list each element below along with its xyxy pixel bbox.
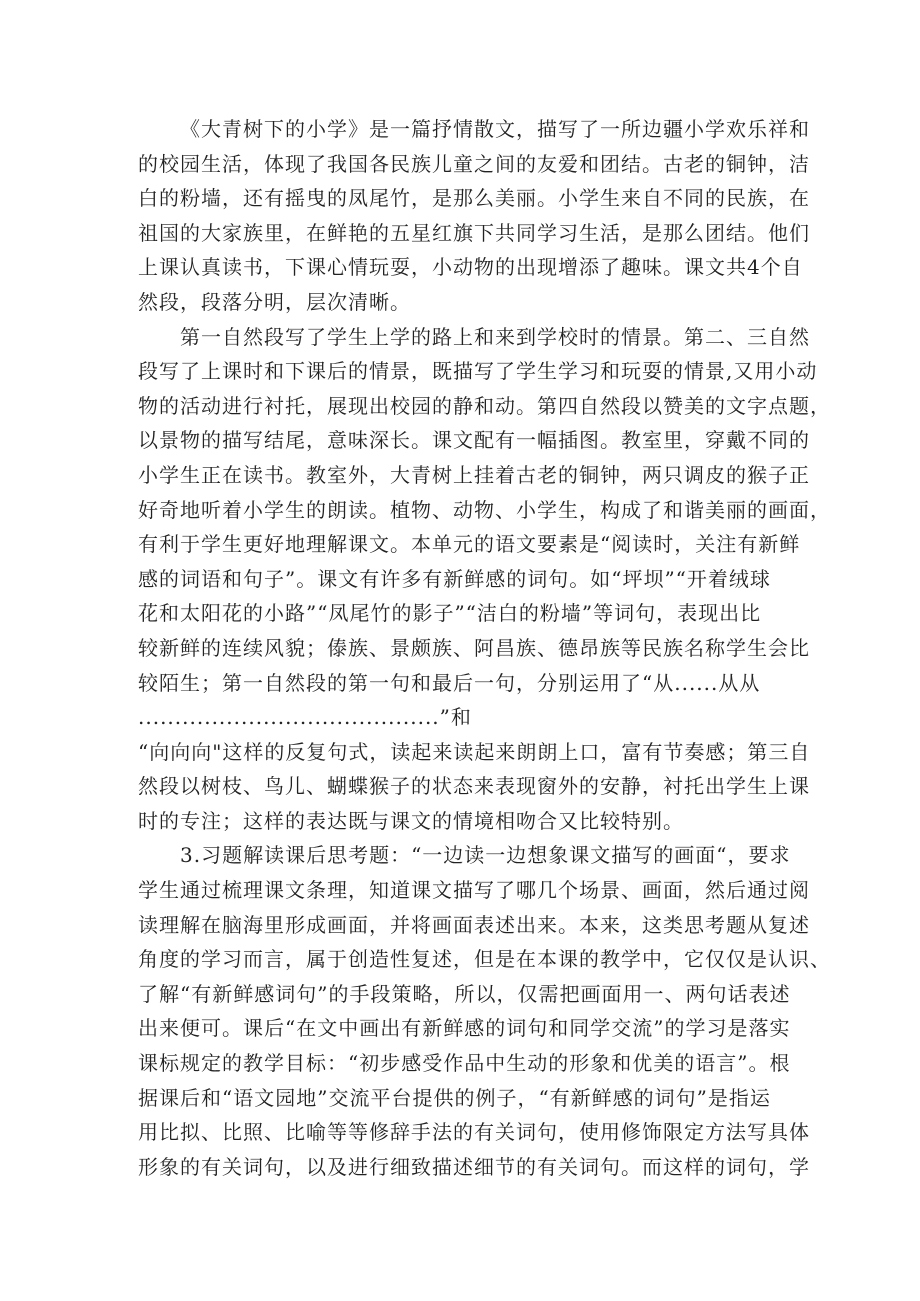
text-line: 段写了上课时和下课后的情景，既描写了学生学习和玩耍的情景,又用小动	[138, 359, 818, 384]
text-line: 物的活动进行衬托，展现出校园的静和动。第四自然段以赞美的文字点题，	[138, 393, 831, 418]
document-body	[138, 112, 831, 1184]
text-line: 课标规定的教学目标：“初步感受作品中生动的形象和优美的语言”。根	[138, 1051, 791, 1076]
text-line: 时的专注；这样的表达既与课文的情境相吻合又比较特别。	[138, 808, 684, 833]
text-line: .........................................”和	[138, 705, 472, 730]
text-line: 读理解在脑海里形成画面，并将画面表述出来。本来，这类思考题从复述	[138, 912, 810, 937]
text-line: 然段，段落分明，层次清晰。	[138, 289, 411, 314]
text-line: 形象的有关词句，以及进行细致描述细节的有关词句。而这样的词句，学	[138, 1154, 810, 1179]
text-line: “向向向"这样的反复句式，读起来读起来朗朗上口，富有节奏感；第三自	[138, 739, 811, 764]
text-line: 较陌生；第一自然段的第一句和最后一句，分别运用了“从......从从	[138, 670, 761, 695]
text-line: 好奇地听着小学生的朗读。植物、动物、小学生，构成了和谐美丽的画面，	[138, 497, 831, 522]
text-line: 有利于学生更好地理解课文。本单元的语文要素是“阅读时，关注有新鲜	[138, 532, 801, 557]
text-line: 《大青树下的小学》是一篇抒情散文，描写了一所边疆小学欢乐祥和	[180, 117, 810, 141]
text-line: 以景物的描写结尾，意味深长。课文配有一幅插图。教室里，穿戴不同的	[138, 428, 810, 453]
text-line: 出来便可。课后“在文中画出有新鲜感的词句和同学交流”的学习是落实	[138, 1016, 791, 1041]
text-line: 较新鲜的连续风貌；傣族、景颇族、阿昌族、德昂族等民族名称学生会比	[138, 635, 810, 660]
text-line: 白的粉墙，还有摇曳的凤尾竹，是那么美丽。小学生来自不同的民族，在	[138, 186, 810, 211]
text-line: 然段以树枝、鸟儿、蝴蝶猴子的状态来表现窗外的安静，衬托出学生上课	[138, 774, 810, 799]
text-line: 第一自然段写了学生上学的路上和来到学校时的情景。第二、三自然	[180, 324, 810, 349]
text-line: 的校园生活，体现了我国各民族儿童之间的友爱和团结。古老的铜钟，洁	[138, 151, 810, 176]
text-line: 用比拟、比照、比喻等等修辞手法的有关词句，使用修饰限定方法写具体	[138, 1120, 810, 1145]
text-line: 学生通过梳理课文条理，知道课文描写了哪几个场景、画面，然后通过阅	[138, 878, 810, 903]
text-line: 感的词语和句子”。课文有许多有新鲜感的词句。如“坪坝”“开着绒球	[138, 566, 771, 591]
text-line: 据课后和“语文园地”交流平台提供的例子，“有新鲜感的词句”是指运	[138, 1085, 771, 1110]
text-line: 3.习题解读课后思考题：“一边读一边想象课文描写的画面“，要求	[180, 843, 791, 868]
text-line: 角度的学习而言，属于创造性复述，但是在本课的教学中，它仅仅是认识、	[138, 947, 831, 972]
text-line: 祖国的大家族里，在鲜艳的五星红旗下共同学习生活，是那么团结。他们	[138, 220, 810, 245]
text-line: 小学生正在读书。教室外，大青树上挂着古老的铜钟，两只调皮的猴子正	[138, 462, 810, 487]
text-line: 了解“有新鲜感词句”的手段策略，所以，仅需把画面用一、两句话表述	[138, 981, 791, 1006]
text-line: 花和太阳花的小路”“凤尾竹的影子”“洁白的粉墙”等词句，表现出比	[138, 601, 762, 626]
text-line: 上课认真读书，下课心情玩耍，小动物的出现增添了趣味。课文共4个自	[138, 255, 803, 280]
